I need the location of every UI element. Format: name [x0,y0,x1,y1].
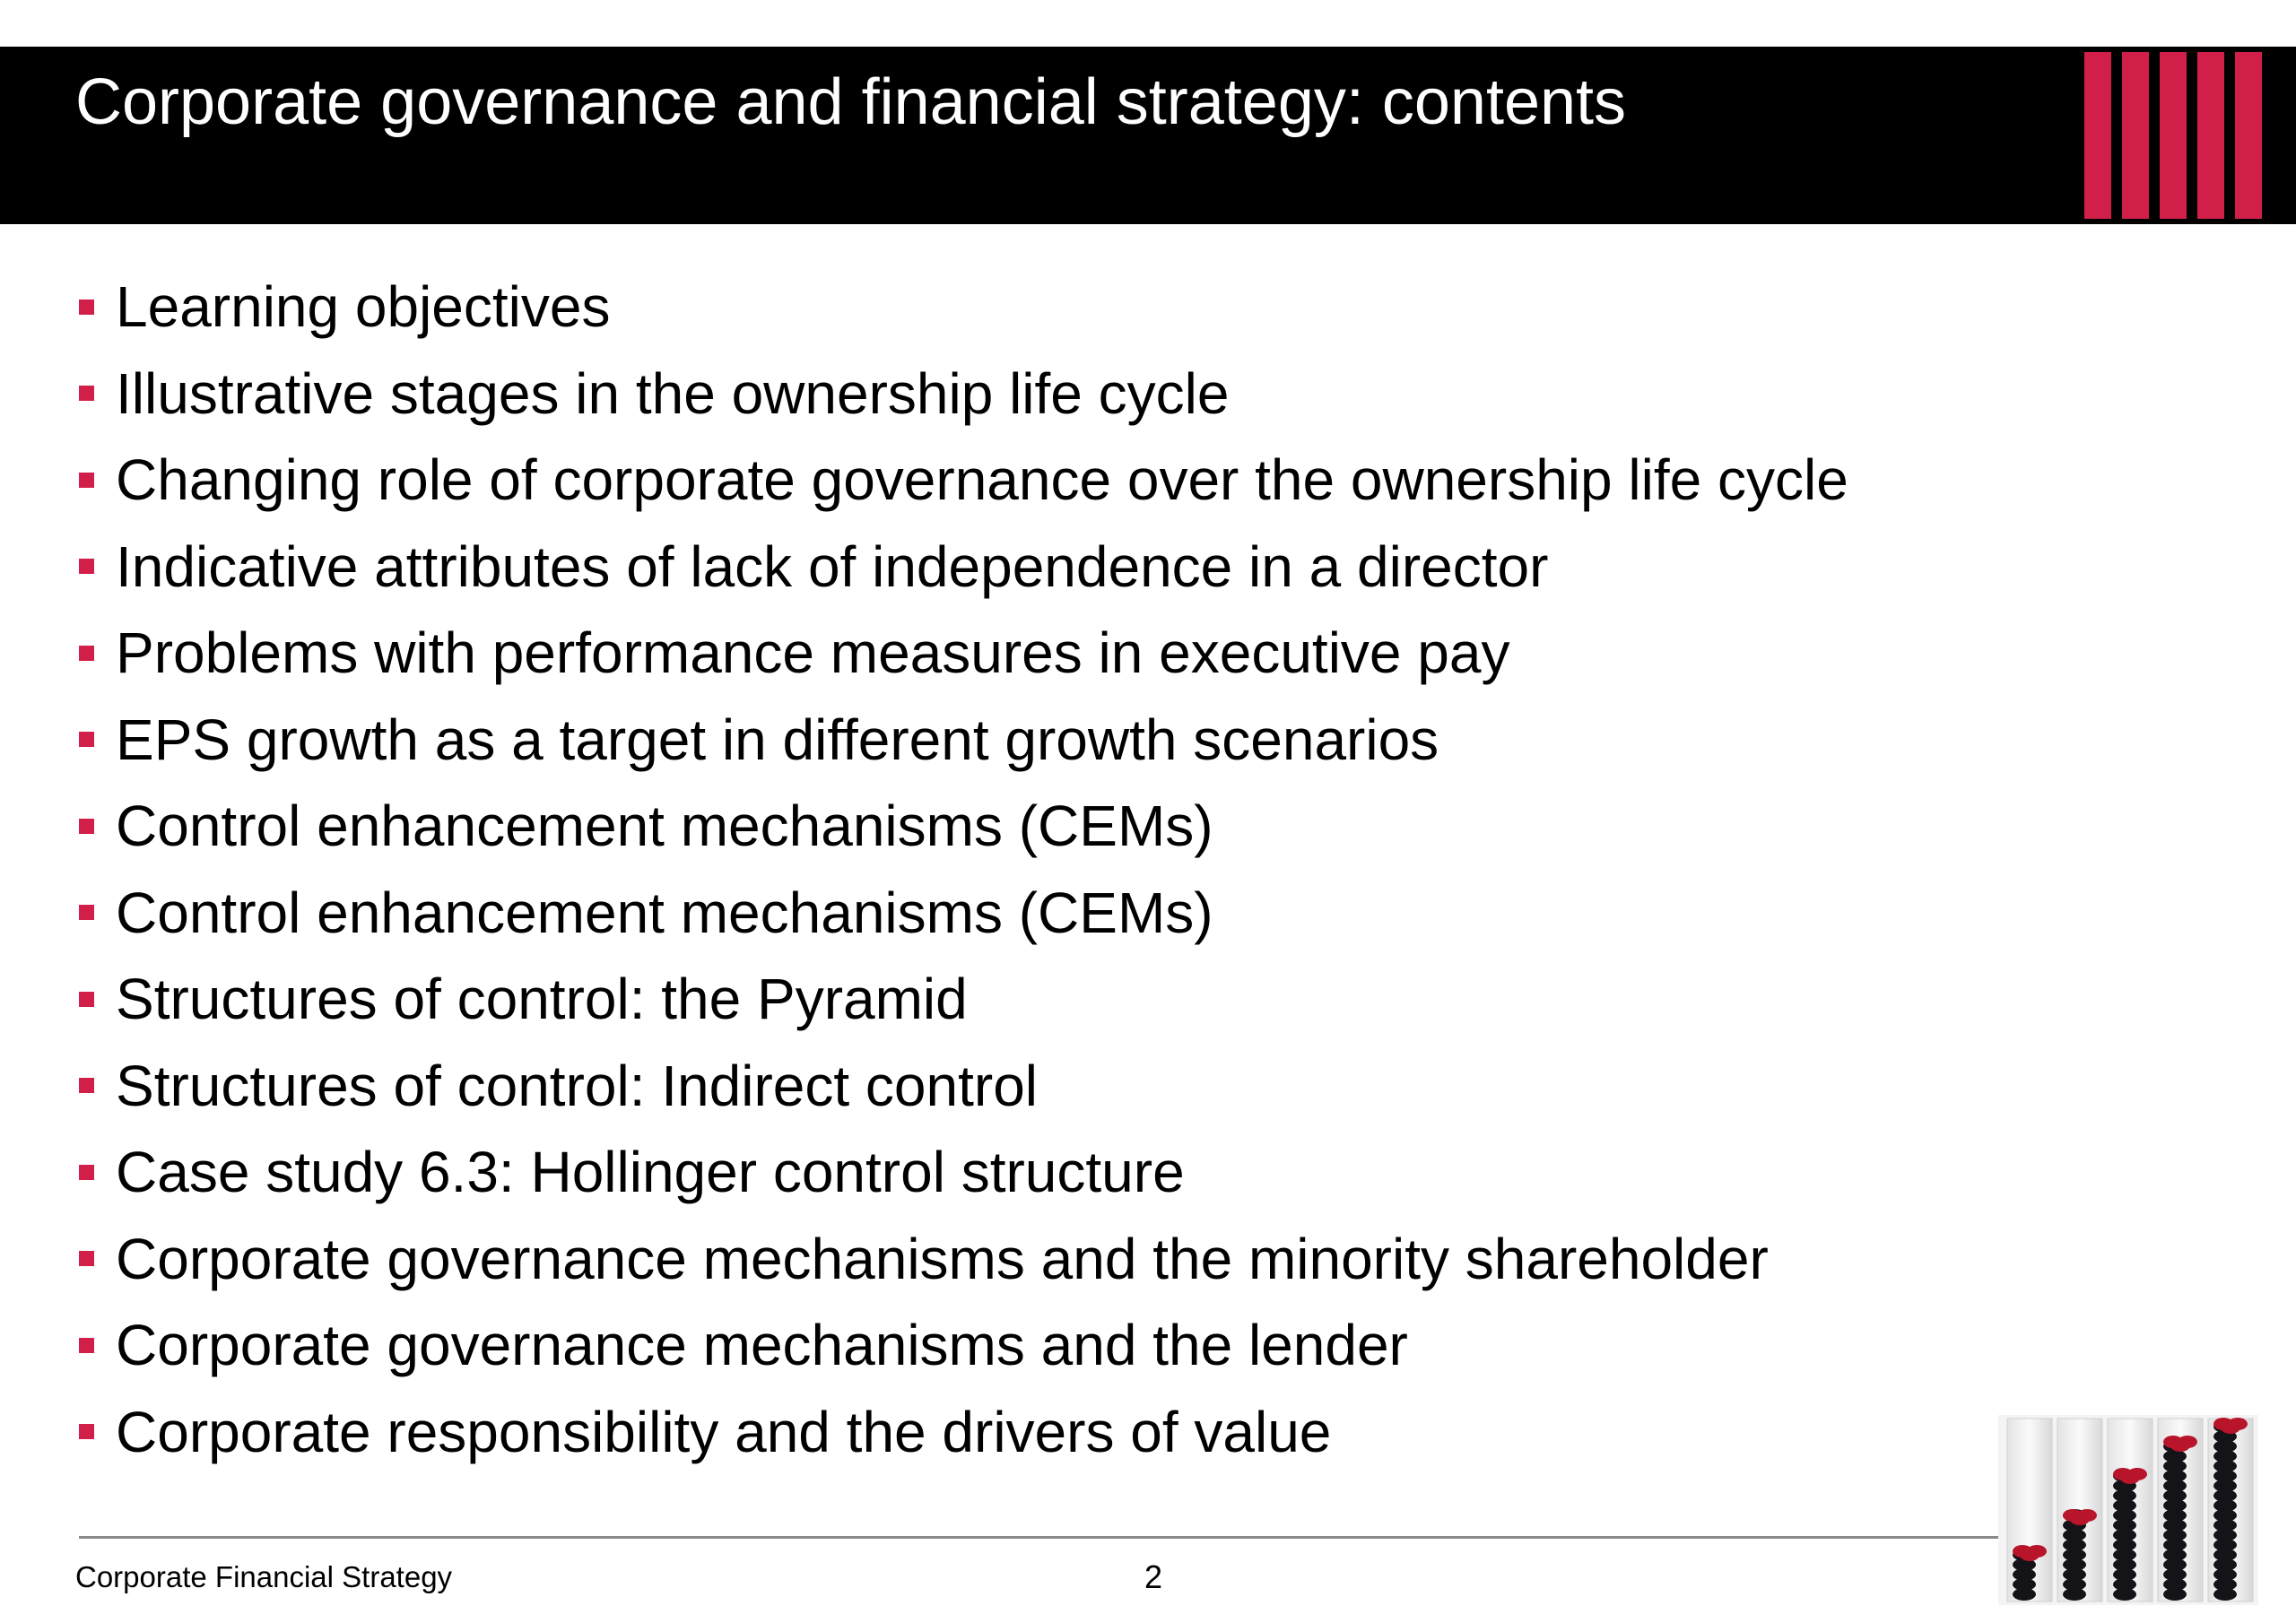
list-item [79,1216,1848,1303]
bullet-icon [79,992,94,1007]
list-item-label: EPS growth as a target in different growth scenarios [116,707,1439,772]
list-item [79,870,1848,957]
bullet-icon [79,646,94,661]
bullet-icon [79,732,94,747]
list-item [79,264,1848,351]
brand-stripe [2197,52,2224,219]
list-item [79,351,1848,438]
bullet-icon [79,1078,94,1093]
list-item-label: Corporate responsibility and the drivers of value [116,1399,1332,1464]
bullet-icon [79,559,94,574]
list-item [79,437,1848,524]
bullet-icon [79,1338,94,1353]
list-item-label: Control enhancement mechanisms (CEMs) [116,880,1213,945]
list-item [79,1389,1848,1476]
list-item-label: Control enhancement mechanisms (CEMs) [116,794,1213,859]
list-item-label: Learning objectives [116,274,611,340]
bullet-icon [79,905,94,920]
brand-stripe [2084,52,2111,219]
list-item [79,956,1848,1043]
list-item-label: Structures of control: the Pyramid [116,967,968,1032]
list-item-label: Corporate governance mechanisms and the lender [116,1313,1408,1378]
list-item [79,783,1848,870]
footer-title: Corporate Financial Strategy [75,1560,453,1593]
list-item [79,1129,1848,1216]
list-item [79,1302,1848,1389]
brand-stripes [2084,47,2296,224]
slide-title: Corporate governance and financial strategy: contents [75,66,1627,138]
test-tubes-with-capsules-image [1998,1415,2258,1605]
list-item [79,524,1848,611]
brand-stripe [2122,52,2149,219]
list-item-label: Indicative attributes of lack of independence in a director [116,534,1549,599]
list-item-label: Corporate governance mechanisms and the minority shareholder [116,1226,1769,1291]
footer-divider [79,1536,2016,1539]
list-item [79,697,1848,784]
page-number: 2 [1144,1558,1163,1595]
list-item-label: Problems with performance measures in executive pay [116,621,1510,686]
list-item-label: Case study 6.3: Hollinger control structure [116,1140,1185,1205]
bullet-icon [79,1424,94,1439]
brand-stripe [2235,52,2262,219]
bullet-icon [79,473,94,488]
list-item-label: Structures of control: Indirect control [116,1053,1038,1118]
bullet-icon [79,386,94,401]
contents-list [79,264,1848,1475]
list-item [79,1043,1848,1130]
bullet-icon [79,1251,94,1266]
list-item-label: Changing role of corporate governance over the ownership life cycle [116,447,1848,513]
bullet-icon [79,299,94,315]
list-item-label: Illustrative stages in the ownership life cycle [116,360,1230,426]
bullet-icon [79,819,94,834]
bullet-icon [79,1165,94,1180]
brand-stripe [2160,52,2187,219]
list-item [79,610,1848,697]
